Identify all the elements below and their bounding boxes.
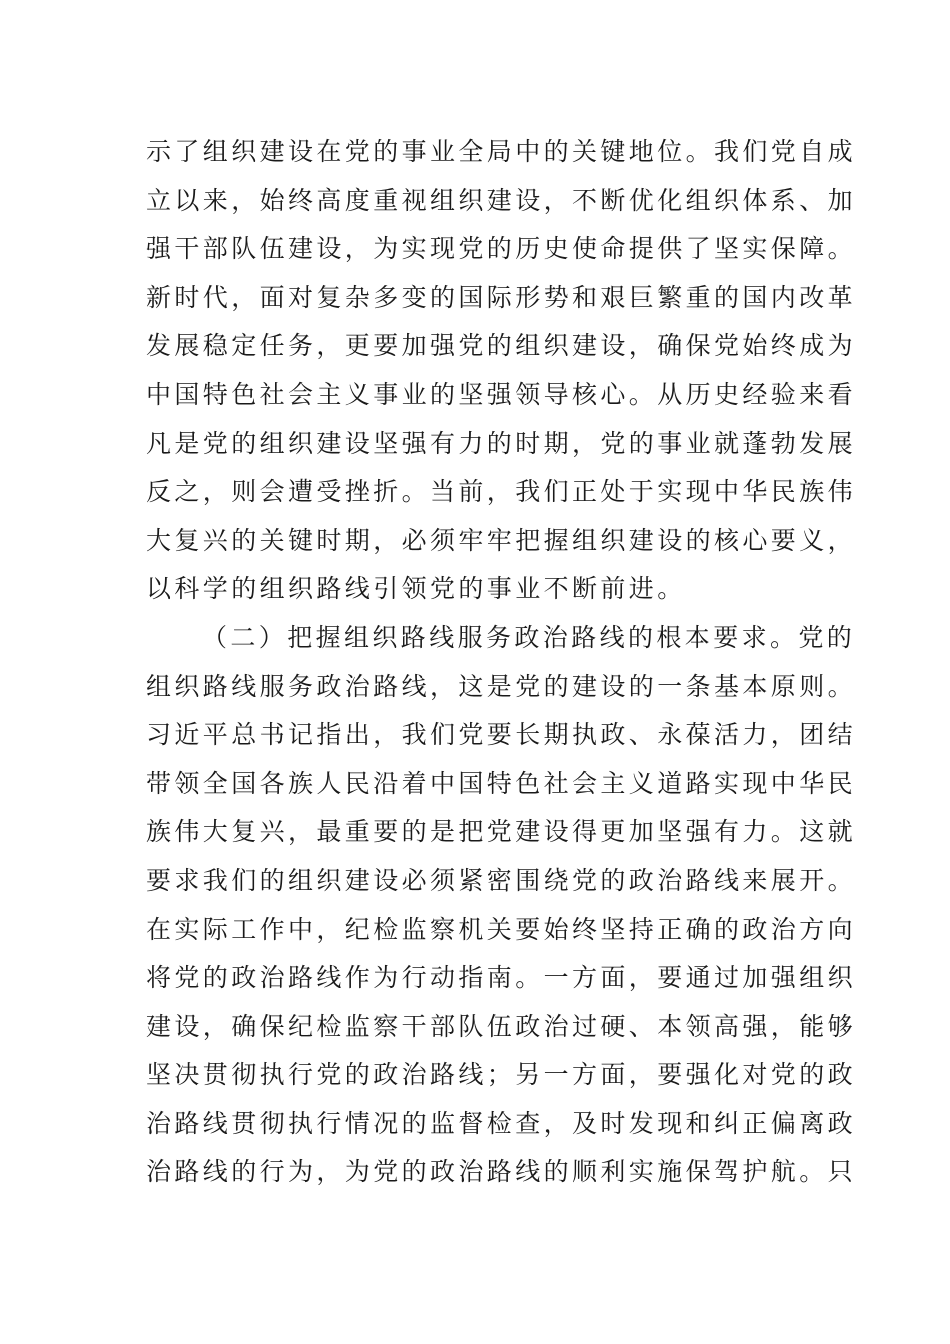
text-line: 坚决贯彻执行党的政治路线；另一方面，要强化对党的政 xyxy=(146,1060,857,1090)
text-line: 立以来，始终高度重视组织建设，不断优化组织体系、加 xyxy=(146,185,857,215)
text-line: 带领全国各族人民沿着中国特色社会主义道路实现中华民 xyxy=(146,768,857,798)
text-line: 中国特色社会主义事业的坚强领导核心。从历史经验来看 xyxy=(146,379,857,409)
text-line: 发展稳定任务，更要加强党的组织建设，确保党始终成为 xyxy=(146,331,857,361)
text-line: 将党的政治路线作为行动指南。一方面，要通过加强组织 xyxy=(146,963,857,993)
text-line: 要求我们的组织建设必须紧密围绕党的政治路线来展开。 xyxy=(146,865,857,895)
text-line: 凡是党的组织建设坚强有力的时期，党的事业就蓬勃发展 xyxy=(146,428,857,458)
text-line: 族伟大复兴，最重要的是把党建设得更加坚强有力。这就 xyxy=(146,817,857,847)
text-line: 大复兴的关键时期，必须牢牢把握组织建设的核心要义， xyxy=(146,525,857,555)
text-line: 治路线贯彻执行情况的监督检查，及时发现和纠正偏离政 xyxy=(146,1108,857,1138)
text-line: 强干部队伍建设，为实现党的历史使命提供了坚实保障。 xyxy=(146,234,857,264)
text-line: 习近平总书记指出，我们党要长期执政、永葆活力，团结 xyxy=(146,720,857,750)
text-line: 组织路线服务政治路线，这是党的建设的一条基本原则。 xyxy=(146,671,857,701)
section-heading-line: （二）把握组织路线服务政治路线的根本要求。党的 xyxy=(202,622,856,652)
text-line: 反之，则会遭受挫折。当前，我们正处于实现中华民族伟 xyxy=(146,477,857,507)
body-text xyxy=(146,128,857,1197)
text-line: 治路线的行为，为党的政治路线的顺利实施保驾护航。只 xyxy=(146,1157,857,1187)
text-line: 在实际工作中，纪检监察机关要始终坚持正确的政治方向 xyxy=(146,914,857,944)
text-line: 以科学的组织路线引领党的事业不断前进。 xyxy=(146,574,686,604)
text-line: 建设，确保纪检监察干部队伍政治过硬、本领高强，能够 xyxy=(146,1011,857,1041)
text-line: 新时代，面对复杂多变的国际形势和艰巨繁重的国内改革 xyxy=(146,282,857,312)
text-line: 示了组织建设在党的事业全局中的关键地位。我们党自成 xyxy=(146,137,857,166)
